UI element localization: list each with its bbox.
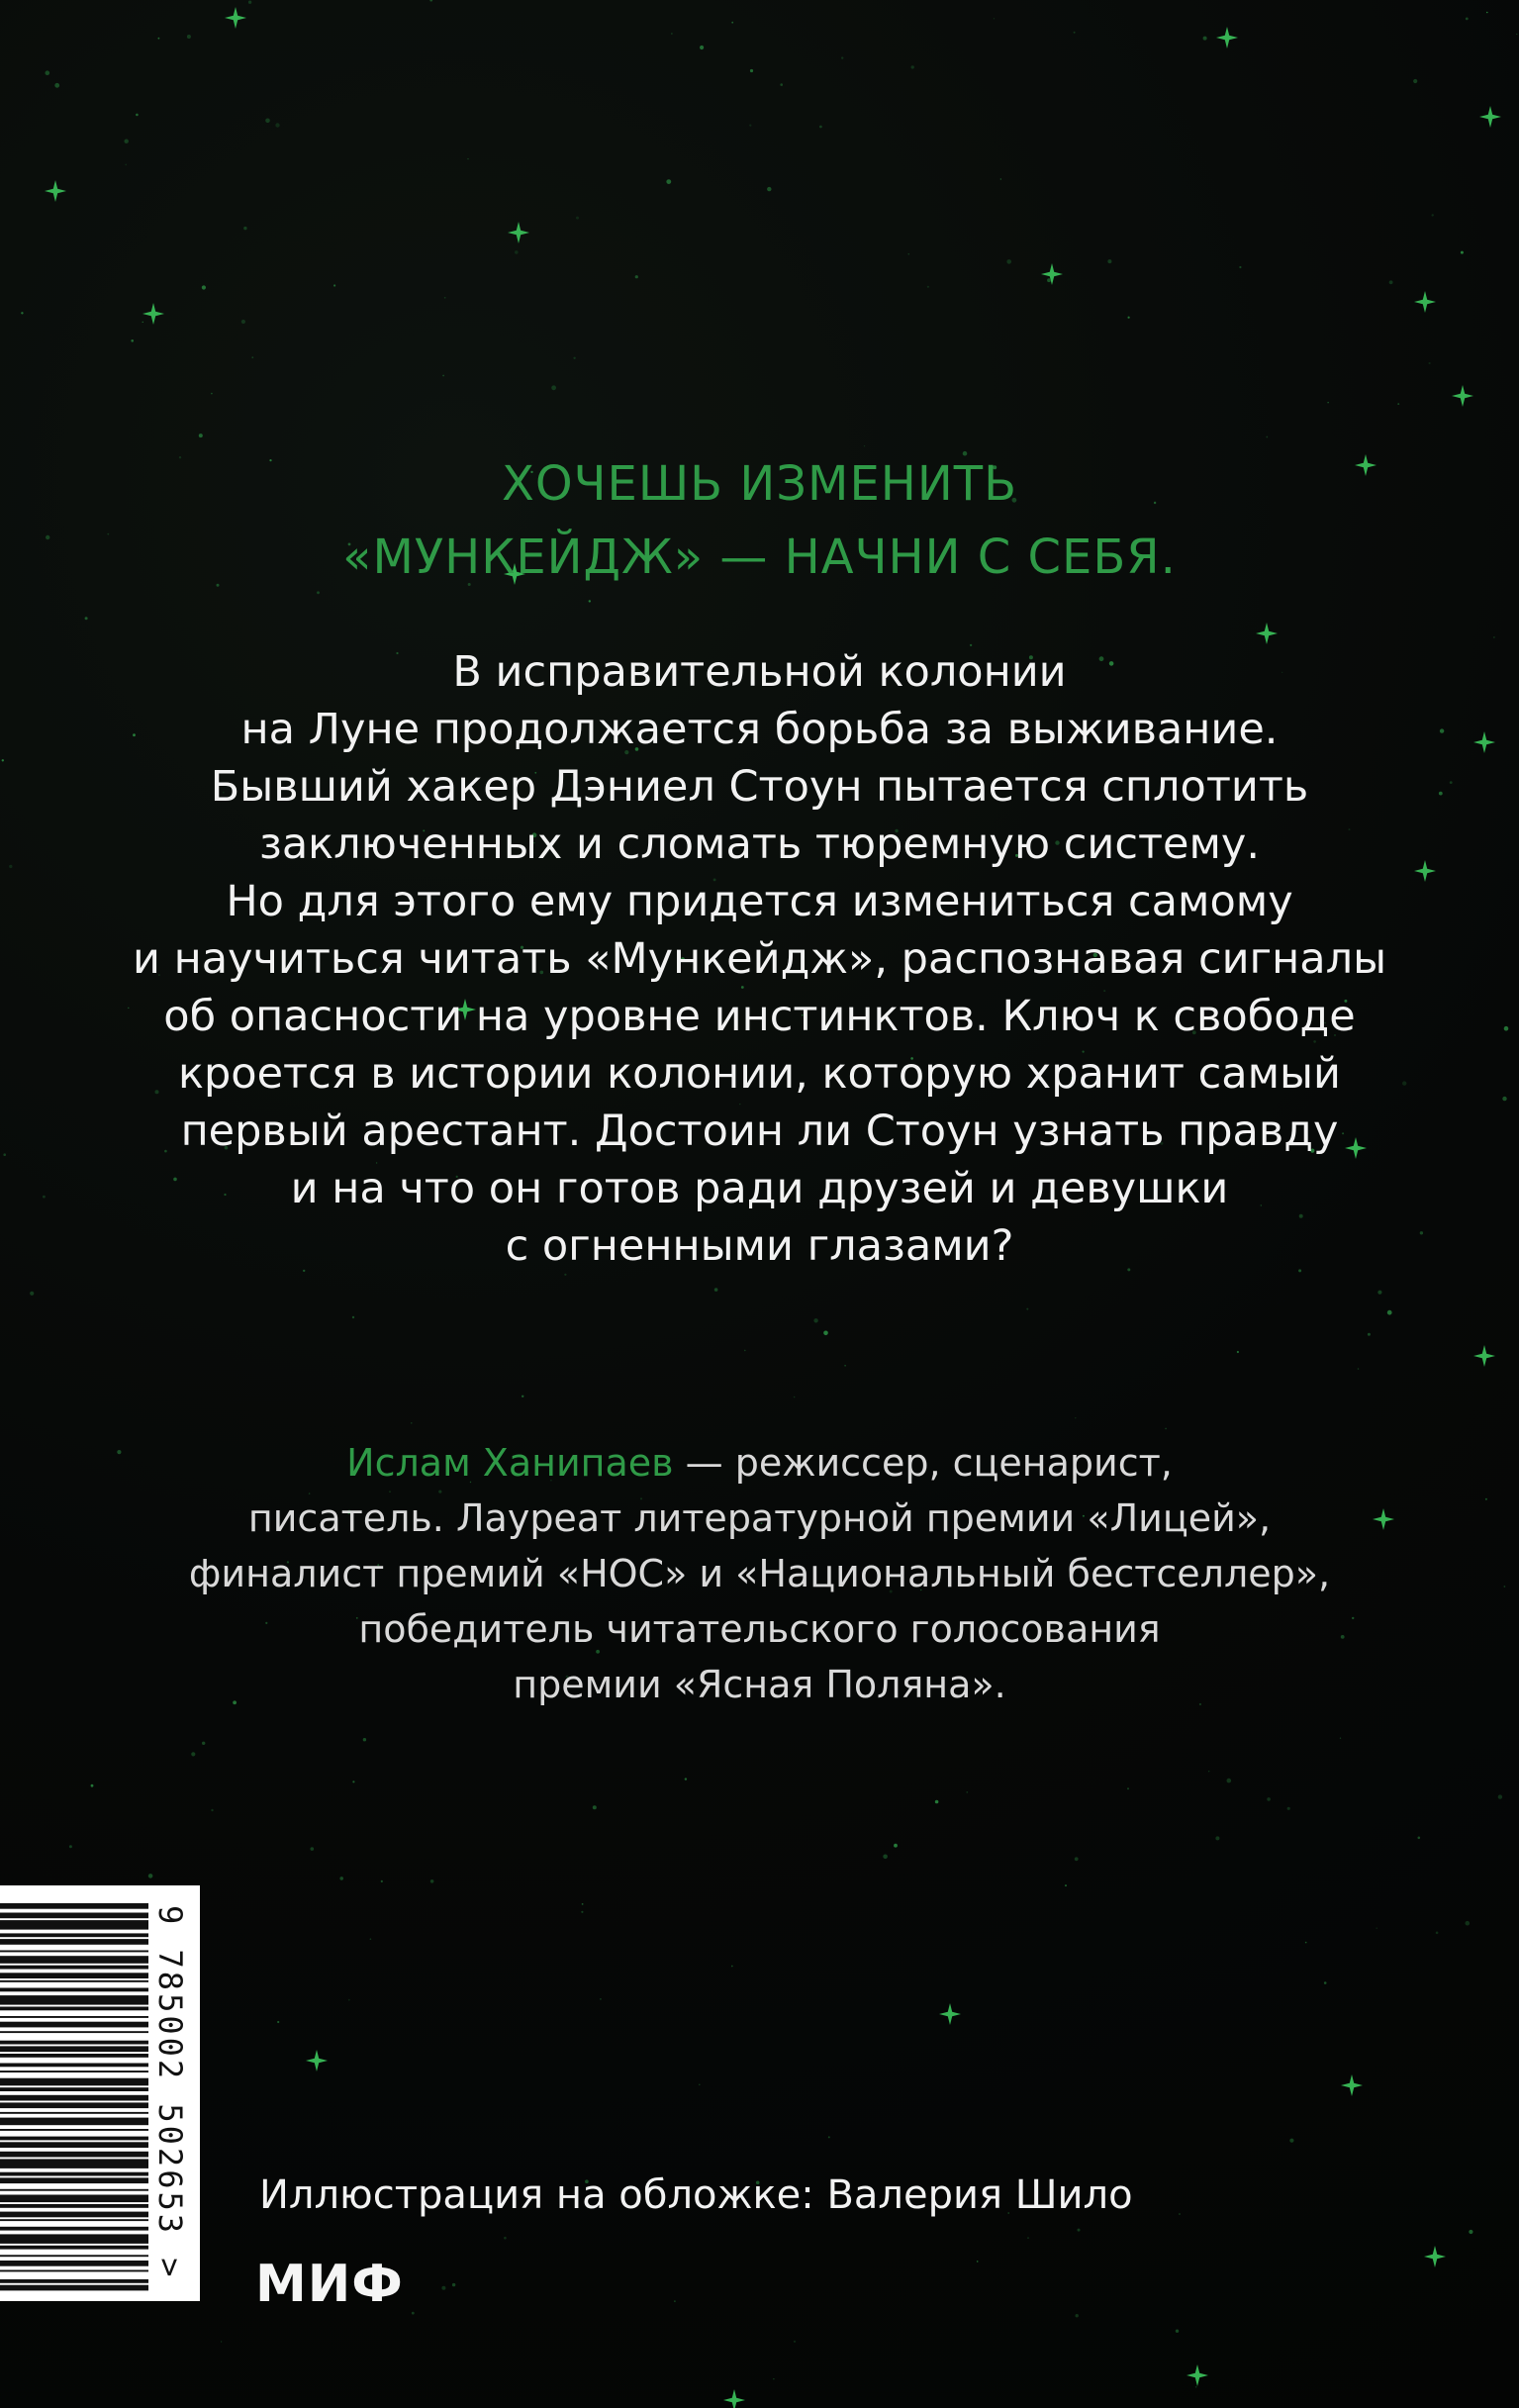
star-dot <box>1289 2139 1293 2143</box>
star-dot <box>1413 79 1417 83</box>
star-dot <box>211 393 213 395</box>
star-dot <box>467 158 468 159</box>
star-dot <box>935 1800 939 1804</box>
star-dot <box>794 1397 796 1398</box>
star-dot <box>750 69 753 72</box>
star-dot <box>1461 251 1464 254</box>
star-sparkle <box>1473 1345 1495 1367</box>
star-dot <box>148 1874 153 1878</box>
barcode-bar <box>0 2172 148 2176</box>
blurb-line: и на что он готов ради друзей и девушки <box>290 1164 1229 1213</box>
star-dot <box>1075 1857 1079 1861</box>
barcode-bar <box>0 2022 148 2028</box>
barcode-bar <box>0 2285 148 2291</box>
star-dot <box>125 164 127 166</box>
star-dot <box>1176 2330 1179 2333</box>
barcode-bar <box>0 1988 148 1992</box>
star-sparkle <box>508 222 529 243</box>
star-dot <box>1047 278 1051 282</box>
barcode-bar <box>0 1973 148 1978</box>
star-dot <box>1324 1981 1327 1984</box>
star-dot <box>699 2084 701 2086</box>
star-dot <box>202 285 206 289</box>
barcode-bar <box>0 1951 148 1953</box>
star-sparkle <box>306 2050 328 2071</box>
star-dot <box>131 339 134 342</box>
star-dot <box>977 2261 979 2263</box>
tagline <box>0 447 1519 594</box>
star-dot <box>581 1911 583 1913</box>
barcode-bar <box>0 2137 148 2141</box>
star-sparkle <box>1424 2246 1446 2267</box>
blurb-line: первый арестант. Достоин ли Стоун узнать правду <box>180 1107 1339 1156</box>
star-dot <box>1267 1797 1271 1801</box>
barcode-bar <box>0 1980 148 1982</box>
barcode-bar <box>0 2189 148 2191</box>
star-dot <box>1006 259 1011 264</box>
illustration-credit: Иллюстрация на обложке: Валерия Шило <box>259 2172 1133 2218</box>
star-sparkle <box>1479 106 1501 128</box>
star-sparkle <box>225 7 246 29</box>
star-dot <box>199 433 203 437</box>
star-dot <box>966 1791 968 1793</box>
author-bio <box>0 1435 1519 1712</box>
star-dot <box>125 140 129 144</box>
star-dot <box>744 1350 746 1352</box>
star-dot <box>1074 32 1076 34</box>
star-dot <box>1203 37 1207 41</box>
blurb-line: на Луне продолжается борьба за выживание. <box>240 705 1279 754</box>
barcode-bar <box>0 2064 148 2068</box>
barcode-bar <box>0 2270 148 2272</box>
barcode-bar <box>0 2102 148 2108</box>
blurb-line: с огненными глазами? <box>505 1221 1014 1271</box>
star-dot <box>1065 1884 1067 1886</box>
star-dot <box>1195 2386 1197 2388</box>
star-sparkle <box>45 180 66 202</box>
star-dot <box>1128 317 1130 319</box>
star-dot <box>1436 1932 1439 1935</box>
star-dot <box>1328 402 1329 403</box>
bio-line-first <box>0 1435 1519 1491</box>
blurb-line: об опасности на уровне инстинктов. Ключ к свободе <box>163 992 1356 1041</box>
star-dot <box>515 250 519 254</box>
blurb-line: В исправительной колонии <box>452 647 1067 697</box>
star-dot <box>828 2136 830 2138</box>
star-dot <box>666 179 671 184</box>
barcode-bar <box>0 2219 148 2221</box>
star-dot <box>1227 1779 1232 1783</box>
star-dot <box>311 1847 315 1851</box>
star-dot <box>243 227 246 230</box>
star-dot <box>248 1 251 4</box>
star-sparkle <box>1341 2074 1363 2096</box>
star-dot <box>1305 1942 1307 1944</box>
star-dot <box>452 2283 455 2286</box>
barcode-bar <box>0 2261 148 2266</box>
barcode-bar <box>0 2087 148 2091</box>
barcode-bar <box>0 2078 148 2086</box>
star-dot <box>381 1880 383 1882</box>
barcode-bar <box>0 1939 148 1945</box>
barcode-bar <box>0 1933 148 1937</box>
barcode-bar <box>0 1995 148 2005</box>
star-dot <box>352 1316 354 1318</box>
star-dot <box>823 1331 828 1336</box>
bio-line: финалист премий «НОС» и «Национальный бестселлер», <box>188 1552 1331 1595</box>
star-dot <box>794 2341 796 2343</box>
star-dot <box>265 119 270 124</box>
star-dot <box>671 33 672 34</box>
barcode-bar <box>0 2129 148 2131</box>
star-dot <box>411 1422 412 1423</box>
star-dot <box>142 322 143 323</box>
blurb-line: Но для этого ему придется измениться самому <box>226 877 1293 926</box>
barcode-bar <box>0 2041 148 2045</box>
star-sparkle <box>1216 27 1238 48</box>
star-dot <box>136 114 139 117</box>
star-dot <box>589 600 591 602</box>
barcode-bar <box>0 2007 148 2011</box>
barcode-bar <box>0 2204 148 2208</box>
barcode-bar <box>0 2255 148 2257</box>
barcode-bar <box>0 1920 148 1930</box>
star-dot <box>894 1844 898 1848</box>
star-dot <box>1266 436 1268 438</box>
star-dot <box>21 312 23 314</box>
bio-line: премии «Ясная Поляна». <box>513 1663 1006 1706</box>
star-dot <box>158 38 160 40</box>
star-sparkle <box>1414 291 1436 313</box>
star-dot <box>1208 1771 1209 1772</box>
star-dot <box>1340 1738 1341 1739</box>
star-dot <box>749 125 751 127</box>
blurb-line: и научиться читать «Мункейдж», распознавая сигналы <box>132 934 1387 984</box>
star-dot <box>573 357 575 359</box>
star-dot <box>819 126 822 129</box>
star-dot <box>1432 214 1434 216</box>
star-dot <box>1389 280 1393 284</box>
star-dot <box>813 1318 817 1322</box>
blurb-line: заключенных и сломать тюремную систему. <box>258 819 1261 869</box>
star-dot <box>1466 1921 1471 1926</box>
star-dot <box>1466 18 1469 21</box>
star-dot <box>1486 12 1488 14</box>
barcode-bar <box>0 2212 148 2218</box>
star-dot <box>1078 2229 1081 2232</box>
star-dot <box>275 123 279 127</box>
star-sparkle <box>1452 385 1473 407</box>
star-dot <box>441 2286 445 2290</box>
star-dot <box>767 187 771 191</box>
star-dot <box>187 35 191 39</box>
star-sparkle <box>142 303 164 325</box>
star-dot <box>844 1365 846 1367</box>
star-dot <box>352 1781 354 1782</box>
star-dot <box>883 1855 888 1860</box>
barcode-bar <box>0 2112 148 2114</box>
star-dot <box>1377 1291 1381 1295</box>
bio-first-rest: — режиссер, сценарист, <box>673 1441 1173 1485</box>
star-dot <box>1215 1836 1219 1840</box>
star-sparkle <box>723 2389 745 2408</box>
star-dot <box>576 217 579 220</box>
star-dot <box>1418 1837 1421 1840</box>
star-dot <box>54 83 59 88</box>
barcode-bar <box>0 2195 148 2203</box>
barcode-bar <box>0 2177 148 2183</box>
star-dot <box>1358 1368 1360 1370</box>
barcode-bar <box>0 2152 148 2158</box>
star-dot <box>191 1752 195 1756</box>
bio-line: победитель читательского голосования <box>358 1607 1161 1651</box>
star-dot <box>1179 2213 1181 2215</box>
star-dot <box>731 22 733 24</box>
star-dot <box>277 2021 279 2023</box>
star-dot <box>1368 1333 1371 1336</box>
star-dot <box>333 284 335 286</box>
star-dot <box>522 1396 523 1397</box>
star-dot <box>700 46 704 49</box>
star-dot <box>1075 1417 1076 1418</box>
star-sparkle <box>1256 623 1278 644</box>
star-dot <box>1107 259 1111 263</box>
star-dot <box>1493 636 1494 637</box>
star-dot <box>442 375 444 377</box>
barcode-bar <box>0 2227 148 2231</box>
star-dot <box>674 2300 676 2302</box>
star-dot <box>635 275 638 278</box>
star-dot <box>30 1292 34 1296</box>
star-dot <box>582 1903 584 1905</box>
star-dot <box>504 2237 507 2240</box>
star-dot <box>430 1879 434 1883</box>
star-dot <box>551 385 556 390</box>
publisher-logo: МИФ <box>255 2255 404 2314</box>
star-dot <box>339 1877 343 1880</box>
star-dot <box>1516 34 1517 35</box>
star-dot <box>1000 178 1001 179</box>
barcode-bar <box>0 2071 148 2072</box>
star-dot <box>363 1738 366 1741</box>
star-dot <box>1498 1794 1502 1798</box>
star-dot <box>911 65 914 68</box>
star-dot <box>1165 1428 1167 1430</box>
star-dot <box>994 18 995 19</box>
star-dot <box>927 286 929 288</box>
star-dot <box>1397 403 1399 405</box>
star-dot <box>444 297 446 299</box>
barcode-bar <box>0 1913 148 1919</box>
tagline-line-2: «МУНКЕЙДЖ» — НАЧНИ С СЕБЯ. <box>342 530 1177 585</box>
star-dot <box>593 1805 597 1809</box>
star-dot <box>841 56 843 58</box>
author-name: Ислам Ханипаев <box>346 1441 674 1485</box>
blurb-line: Бывший хакер Дэниел Стоун пытается сплотить <box>210 762 1309 812</box>
barcode-bar <box>0 2031 148 2033</box>
star-dot <box>780 83 783 86</box>
bio-line: писатель. Лауреат литературной премии «Лицей», <box>247 1496 1272 1540</box>
isbn-number: 9 785002 502653 > <box>151 1905 189 2280</box>
star-dot <box>1287 1807 1290 1810</box>
star-dot <box>69 1845 72 1848</box>
star-dot <box>714 1288 718 1292</box>
star-dot <box>731 1966 733 1968</box>
barcode-bar <box>0 2246 148 2250</box>
star-sparkle <box>1187 2364 1208 2386</box>
star-dot <box>908 253 909 254</box>
barcode-bar <box>0 2095 148 2101</box>
star-dot <box>370 1938 372 1940</box>
star-dot <box>1429 362 1431 364</box>
star-dot <box>1237 1351 1239 1353</box>
star-sparkle <box>939 2003 961 2025</box>
barcode-bar <box>0 2159 148 2168</box>
blurb-text <box>0 643 1519 1275</box>
barcode-bar <box>0 2279 148 2283</box>
star-dot <box>1027 2237 1029 2239</box>
star-dot <box>251 356 253 358</box>
blurb-line: кроется в истории колонии, которую хранит самый <box>178 1049 1341 1099</box>
star-dot <box>211 1809 213 1811</box>
star-dot <box>202 1742 205 1745</box>
star-dot <box>1076 2314 1079 2317</box>
star-dot <box>1387 1310 1392 1315</box>
tagline-line-1: ХОЧЕШЬ ИЗМЕНИТЬ <box>501 456 1018 512</box>
star-dot <box>241 320 245 324</box>
barcode-bar <box>0 2054 148 2058</box>
star-dot <box>773 2378 774 2379</box>
star-sparkle <box>1041 263 1063 285</box>
barcode-bar <box>0 1903 148 1909</box>
barcode-bar <box>0 1966 148 1970</box>
star-dot <box>685 1778 687 1780</box>
star-dot <box>1239 266 1241 268</box>
barcode-bar <box>0 1956 148 1964</box>
star-dot <box>429 0 432 2</box>
star-dot <box>412 2312 415 2315</box>
star-dot <box>221 2341 222 2342</box>
barcode-bar <box>0 2046 148 2052</box>
star-dot <box>1127 1787 1129 1789</box>
star-dot <box>46 70 50 75</box>
barcode-bar <box>0 2016 148 2018</box>
barcode-bar <box>0 2142 148 2148</box>
star-dot <box>1026 1308 1028 1310</box>
barcode-bar <box>0 2234 148 2244</box>
star-dot <box>91 1784 94 1787</box>
star-dot <box>600 1998 602 2000</box>
barcode-bar <box>0 2118 148 2126</box>
star-dot <box>348 1999 350 2001</box>
star-dot <box>1469 2230 1472 2234</box>
star-dot <box>85 617 88 620</box>
